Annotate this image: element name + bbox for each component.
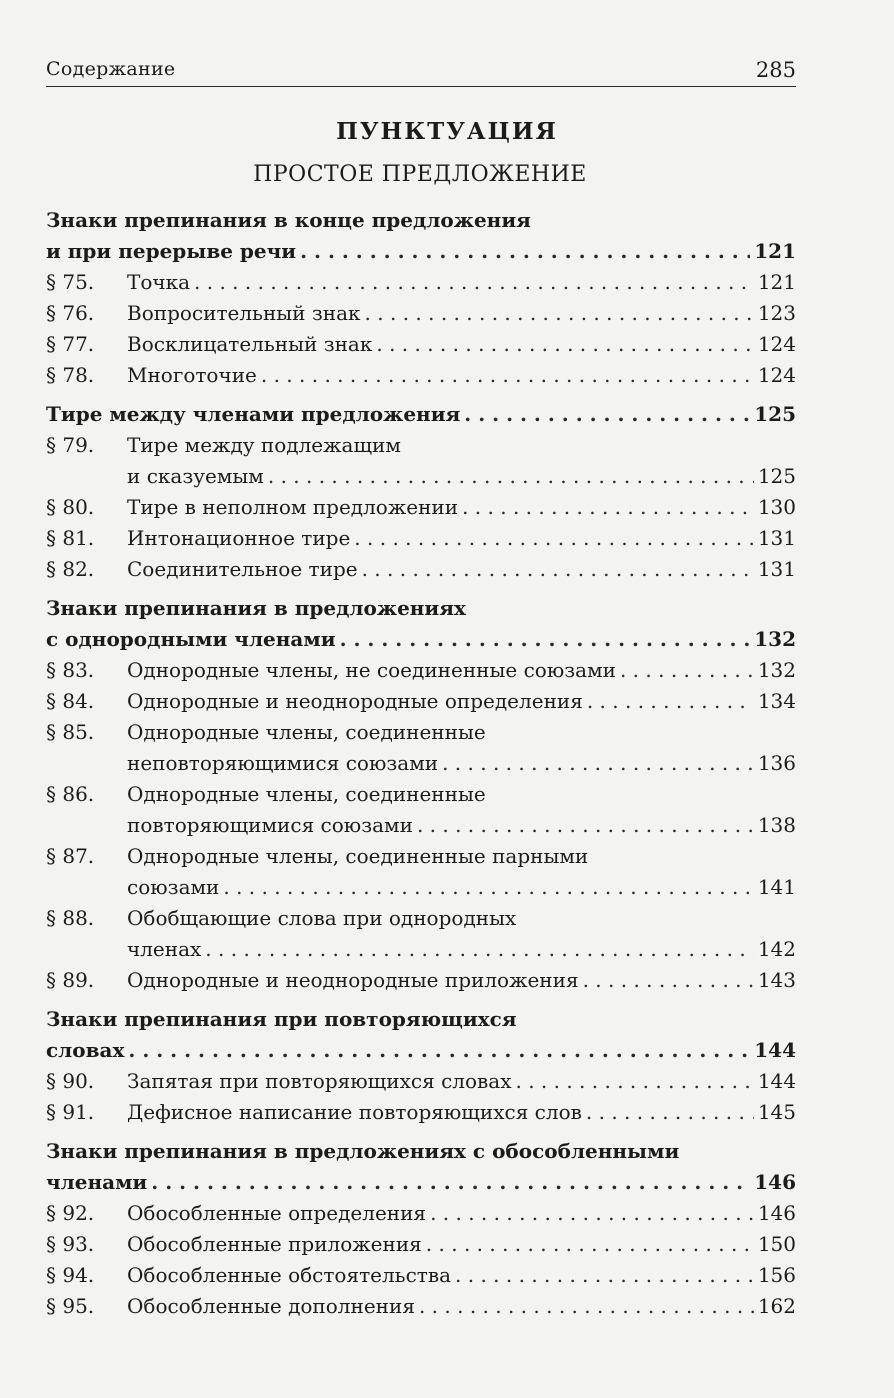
dot-leader (583, 965, 754, 996)
section-heading-line (46, 593, 796, 624)
entry-page-number: 162 (757, 1294, 796, 1318)
paragraph-number: § 94. (46, 1263, 95, 1287)
paragraph-number: § 76. (46, 301, 95, 325)
toc-entry-line (46, 810, 796, 841)
toc-entry-line (46, 1229, 796, 1260)
paragraph-number: § 92. (46, 1201, 95, 1225)
toc-entry-line (46, 655, 796, 686)
entry-title: Вопросительный знак (127, 301, 361, 325)
entry-title: и сказуемым (127, 464, 264, 488)
section-page-number: 146 (754, 1170, 796, 1194)
entry-page-number: 123 (757, 301, 796, 325)
entry-title: союзами (127, 875, 220, 899)
paragraph-number: § 86. (46, 782, 95, 806)
section-heading-text: Знаки препинания при повторяющихся (46, 1007, 517, 1031)
section-heading-text: и при перерыве речи (46, 239, 297, 263)
toc-entry-line (46, 1260, 796, 1291)
section-heading-line (46, 1167, 796, 1198)
entry-page-number: 146 (757, 1201, 796, 1225)
paragraph-number: § 88. (46, 906, 95, 930)
paragraph-number: § 75. (46, 270, 95, 294)
toc-entry-line (46, 298, 796, 329)
section-heading-line (46, 236, 796, 267)
entry-page-number: 142 (757, 937, 796, 961)
entry-page-number: 132 (757, 658, 796, 682)
paragraph-number: § 81. (46, 526, 95, 550)
toc-section (46, 1136, 796, 1322)
paragraph-number: § 80. (46, 495, 95, 519)
paragraph-number: § 83. (46, 658, 95, 682)
section-page-number: 132 (754, 627, 796, 651)
entry-page-number: 156 (757, 1263, 796, 1287)
section-heading-text: Знаки препинания в предложениях (46, 596, 466, 620)
dot-leader (151, 1167, 750, 1198)
entry-page-number: 124 (757, 363, 796, 387)
entry-page-number: 134 (757, 689, 796, 713)
dot-leader (426, 1229, 754, 1260)
paragraph-number: § 90. (46, 1069, 95, 1093)
entry-title: Обособленные определения (127, 1201, 427, 1225)
dot-leader (419, 1291, 754, 1322)
entry-title: Интонационное тире (127, 526, 351, 550)
table-of-contents (46, 205, 796, 1330)
entry-title: Обособленные дополнения (127, 1294, 415, 1318)
section-heading-text: Тире между членами предложения (46, 402, 461, 426)
entry-page-number: 143 (757, 968, 796, 992)
toc-entry-line (46, 841, 796, 872)
paragraph-number: § 77. (46, 332, 95, 356)
toc-entry-line (46, 492, 796, 523)
section-heading-line (46, 399, 796, 430)
dot-leader (223, 872, 753, 903)
section-heading-text: Знаки препинания в конце предложения (46, 208, 531, 232)
toc-section (46, 205, 796, 391)
entry-title: Обособленные обстоятельства (127, 1263, 452, 1287)
paragraph-number: § 87. (46, 844, 95, 868)
dot-leader (515, 1066, 753, 1097)
dot-leader (462, 492, 754, 523)
entry-page-number: 138 (757, 813, 796, 837)
section-page-number: 121 (754, 239, 796, 263)
dot-leader (340, 624, 751, 655)
paragraph-number: § 79. (46, 433, 95, 457)
section-page-number: 125 (754, 402, 796, 426)
paragraph-number: § 91. (46, 1100, 95, 1124)
entry-title: Тире между подлежащим (127, 433, 401, 457)
entry-page-number: 121 (757, 270, 796, 294)
paragraph-number: § 85. (46, 720, 95, 744)
entry-page-number: 131 (757, 557, 796, 581)
dot-leader (417, 810, 754, 841)
entry-title: Однородные члены, не соединенные союзами (127, 658, 616, 682)
page-number: 285 (755, 58, 796, 82)
dot-leader (587, 686, 754, 717)
entry-title: неповторяющимися союзами (127, 751, 439, 775)
entry-page-number: 136 (757, 751, 796, 775)
entry-title: Точка (127, 270, 191, 294)
paragraph-number: § 84. (46, 689, 95, 713)
entry-title: Однородные и неоднородные приложения (127, 968, 579, 992)
toc-entry-line (46, 1198, 796, 1229)
toc-entry-line (46, 717, 796, 748)
entry-title: Обобщающие слова при однородных (127, 906, 517, 930)
entry-title: Восклицательный знак (127, 332, 373, 356)
dot-leader (442, 748, 754, 779)
toc-entry-line (46, 1066, 796, 1097)
toc-entry-line (46, 934, 796, 965)
dot-leader (365, 298, 754, 329)
entry-title: Соединительное тире (127, 557, 358, 581)
dot-leader (362, 554, 754, 585)
dot-leader (455, 1260, 754, 1291)
section-heading-text: членами (46, 1170, 148, 1194)
entry-title: Многоточие (127, 363, 257, 387)
paragraph-number: § 93. (46, 1232, 95, 1256)
entry-title: Однородные члены, соединенные (127, 720, 486, 744)
running-head-title: Содержание (46, 58, 176, 80)
section-heading-line (46, 1136, 796, 1167)
dot-leader (376, 329, 753, 360)
toc-section (46, 593, 796, 996)
dot-leader (354, 523, 754, 554)
chapter-title: ПРОСТОЕ ПРЕДЛОЖЕНИЕ (253, 162, 587, 187)
dot-leader (261, 360, 754, 391)
dot-leader (430, 1198, 754, 1229)
dot-leader (464, 399, 750, 430)
paragraph-number: § 95. (46, 1294, 95, 1318)
section-page-number: 144 (754, 1038, 796, 1062)
toc-entry-line (46, 748, 796, 779)
section-heading-line (46, 624, 796, 655)
toc-entry-line (46, 523, 796, 554)
toc-entry-line (46, 903, 796, 934)
paragraph-number: § 78. (46, 363, 95, 387)
toc-entry-line (46, 329, 796, 360)
dot-leader (268, 461, 754, 492)
section-heading-text: с однородными членами (46, 627, 336, 651)
entry-page-number: 144 (757, 1069, 796, 1093)
running-head (46, 58, 796, 87)
dot-leader (128, 1035, 750, 1066)
dot-leader (620, 655, 754, 686)
toc-section (46, 399, 796, 585)
toc-section (46, 1004, 796, 1128)
dot-leader (194, 267, 754, 298)
section-heading-text: словах (46, 1038, 125, 1062)
entry-title: Дефисное написание повторяющихся слов (127, 1100, 582, 1124)
toc-entry-line (46, 360, 796, 391)
entry-page-number: 131 (757, 526, 796, 550)
toc-entry-line (46, 1291, 796, 1322)
section-heading-line (46, 1035, 796, 1066)
part-title: ПУНКТУАЦИЯ (336, 118, 558, 145)
toc-entry-line (46, 779, 796, 810)
entry-page-number: 150 (757, 1232, 796, 1256)
dot-leader (300, 236, 750, 267)
toc-entry-line (46, 554, 796, 585)
entry-title: Однородные и неоднородные определения (127, 689, 583, 713)
entry-page-number: 130 (757, 495, 796, 519)
entry-page-number: 124 (757, 332, 796, 356)
section-heading-line (46, 1004, 796, 1035)
entry-title: Запятая при повторяющихся словах (127, 1069, 512, 1093)
entry-page-number: 125 (757, 464, 796, 488)
toc-entry-line (46, 430, 796, 461)
entry-title: Обособленные приложения (127, 1232, 422, 1256)
toc-entry-line (46, 872, 796, 903)
section-heading-text: Знаки препинания в предложениях с обособленными (46, 1139, 680, 1163)
section-heading-line (46, 205, 796, 236)
paragraph-number: § 82. (46, 557, 95, 581)
paragraph-number: § 89. (46, 968, 95, 992)
toc-entry-line (46, 1097, 796, 1128)
toc-entry-line (46, 461, 796, 492)
entry-title: Тире в неполном предложении (127, 495, 459, 519)
toc-entry-line (46, 267, 796, 298)
toc-entry-line (46, 965, 796, 996)
entry-title: Однородные члены, соединенные парными (127, 844, 589, 868)
entry-title: повторяющимися союзами (127, 813, 413, 837)
entry-page-number: 141 (757, 875, 796, 899)
dot-leader (586, 1097, 754, 1128)
dot-leader (205, 934, 754, 965)
entry-title: Однородные члены, соединенные (127, 782, 486, 806)
entry-title: членах (127, 937, 202, 961)
toc-entry-line (46, 686, 796, 717)
entry-page-number: 145 (757, 1100, 796, 1124)
